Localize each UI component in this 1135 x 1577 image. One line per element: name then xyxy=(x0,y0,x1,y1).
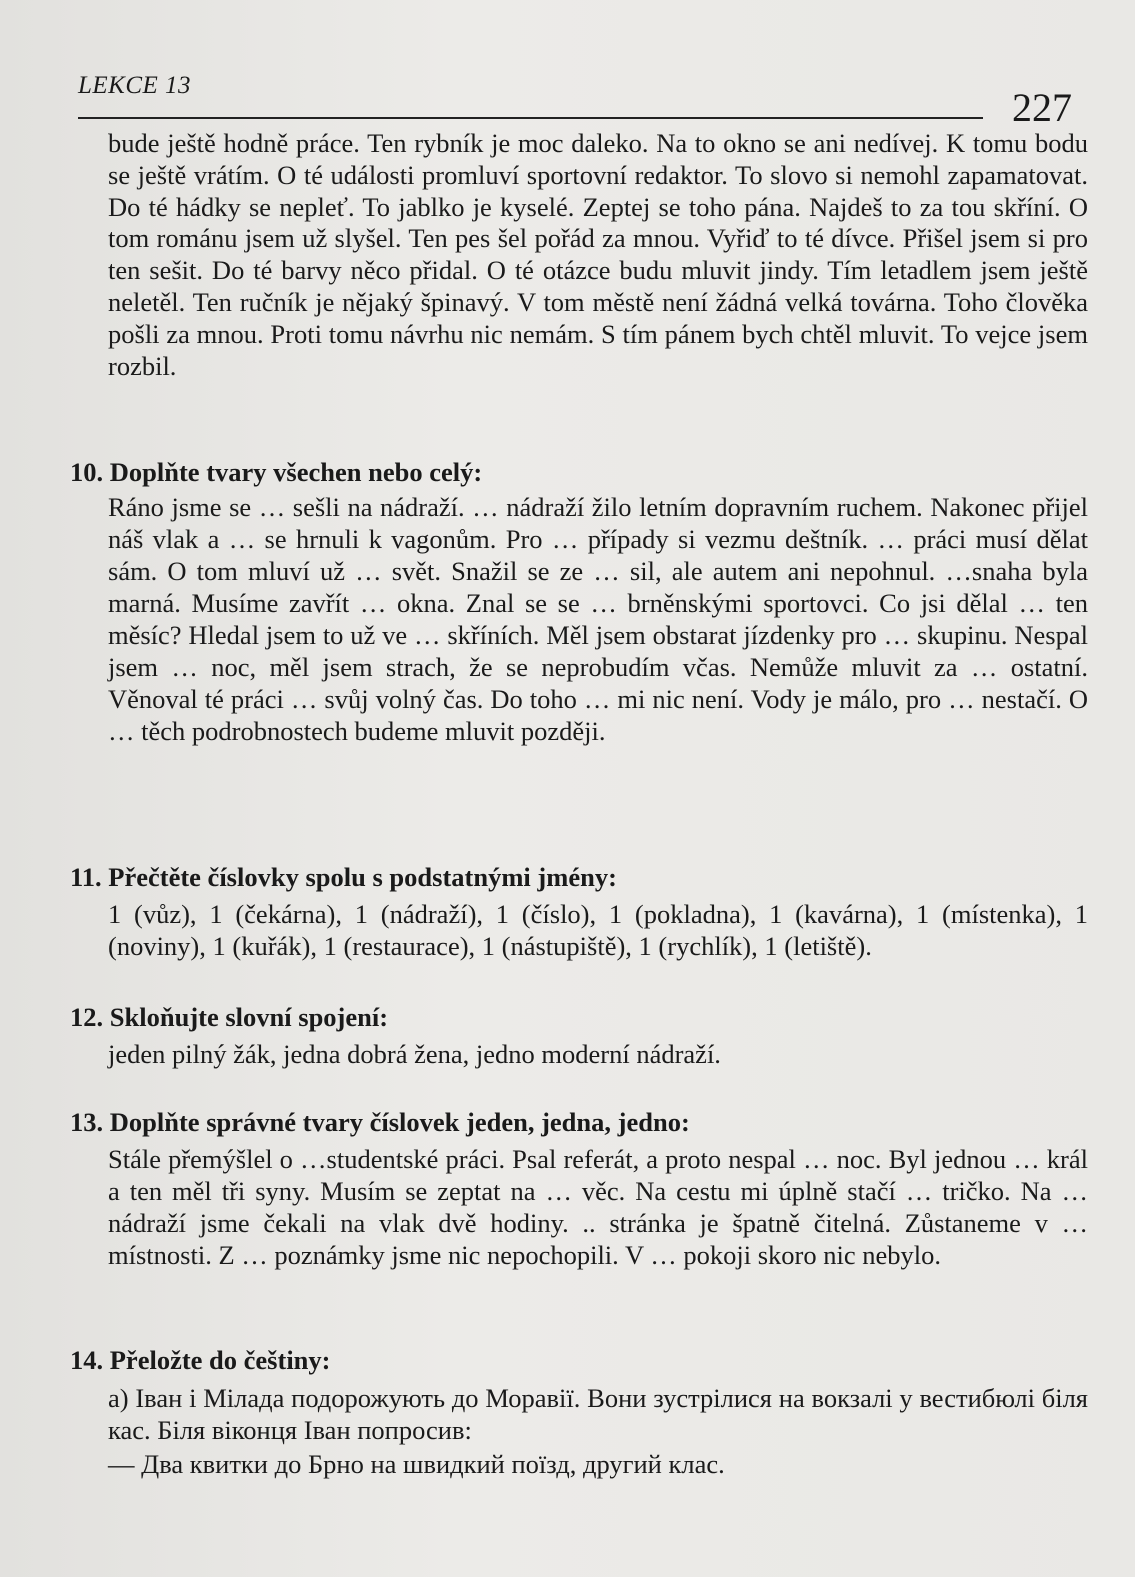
running-head: LEKCE 13 xyxy=(78,72,192,99)
exercise-13-text: Stále přemýšlel o …studentské práci. Psal referát, a proto nespal … noc. Byl jednou … král a ten měl tři syny. Musím se zeptat na … věc. Na cestu mi úplně stačí … tričko. Na … nádraží jsme čekali na vlak dvě hodiny. .. stránka je špatně čitelná. Zůstaneme v … místnosti. Z … poznámky jsme nic nepochopili. V … pokoji skoro nic nebylo. xyxy=(108,1144,1088,1270)
header-rule xyxy=(78,117,983,119)
exercise-10-text: Ráno jsme se … sešli na nádraží. … nádraží žilo letním dopravním ruchem. Nakonec přijel náš vlak a … se hrnuli k vagonům. Pro … případy si vezmu deštník. … práci musí dělat sám. O tom mluví už … svět. Snažil se ze … sil, ale autem ani nepohnul. …snaha byla marná. Musíme zavřít … okna. Znal se se … brněnskými sportovci. Co jsi dělal … ten měsíc? Hledal jsem to už ve … skříních. Měl jsem obstarat jízdenky pro … skupinu. Nespal jsem … noc, měl jsem strach, že se neprobudím včas. Nemůže mluvit za … ostatní. Věnoval té práci … svůj volný čas. Do toho … mi nic není. Vody je málo, pro … nestačí. O … těch podrobnostech budeme mluvit později. xyxy=(108,492,1088,746)
exercise-14-title: 14. Přeložte do češtiny: xyxy=(70,1345,331,1375)
exercise-14-dialogue-line: — Два квитки до Брно на швидкий поїзд, другий клас. xyxy=(108,1449,725,1479)
exercise-12-text: jeden pilný žák, jedna dobrá žena, jedno moderní nádraží. xyxy=(108,1039,721,1069)
exercise-10-title: 10. Doplňte tvary všechen nebo celý: xyxy=(70,457,483,487)
exercise-11-text: 1 (vůz), 1 (čekárna), 1 (nádraží), 1 (číslo), 1 (pokladna), 1 (kavárna), 1 (místenka), 1 (noviny), 1 (kuřák), 1 (restaurace), 1 (nástupiště), 1 (rychlík), 1 (letiště). xyxy=(108,899,1088,961)
continuation-paragraph: bude ještě hodně práce. Ten rybník je moc daleko. Na to okno se ani nedívej. K tomu bodu se ještě vrátím. O té události promluví sportovní redaktor. To slovo si nemohl zapamatovat. Do té hádky se nepleť. To jablko je kyselé. Zeptej se toho pána. Najdeš to za tou skříní. O tom románu jsem už slyšel. Ten pes šel pořád za mnou. Vyřiď to té dívce. Přišel jsem si pro ten sešit. Do té barvy něco přidal. O té otázce budu mluvit jindy. Tím letadlem jsem ještě neletěl. Ten ručník je nějaký špinavý. V tom městě není žádná velká továrna. Toho člověka pošli za mnou. Proti tomu návrhu nic nemám. S tím pánem bych chtěl mluvit. To vejce jsem rozbil. xyxy=(108,128,1088,381)
exercise-14-text: а) Іван і Мілада подорожують до Моравії. Вони зустрілися на вокзалі у вестибюлі біля кас. Біля віконця Іван попросив: xyxy=(108,1383,1088,1445)
exercise-11-title: 11. Přečtěte číslovky spolu s podstatnými jmény: xyxy=(70,862,617,892)
exercise-13-title: 13. Doplňte správné tvary číslovek jeden, jedna, jedno: xyxy=(70,1107,690,1137)
page-number: 227 xyxy=(1012,85,1072,130)
exercise-12-title: 12. Skloňujte slovní spojení: xyxy=(70,1002,389,1032)
